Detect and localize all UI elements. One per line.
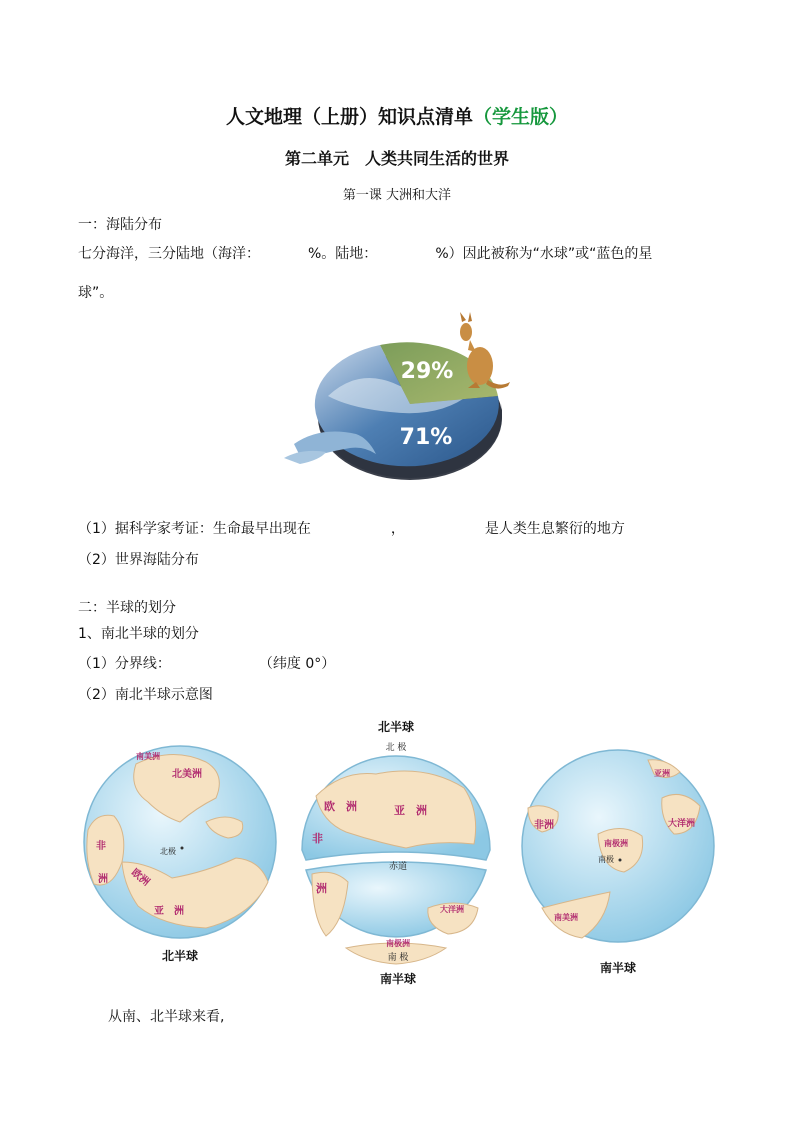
right-asia-label: 亚洲 (654, 769, 670, 778)
section2-sub1: 1、南北半球的划分 (78, 626, 199, 642)
right-south-america-label: 南美洲 (554, 913, 578, 922)
mid-north-pole-label: 北 极 (385, 743, 407, 753)
northern-hemisphere-globe (84, 746, 276, 963)
mid-top-caption: 北半球 (377, 720, 415, 734)
ocean-percent-label: 71% (399, 425, 453, 450)
section1-item2: （2）世界海陆分布 (78, 552, 199, 568)
left-africa-label-2: 洲 (98, 874, 108, 885)
section1-paragraph-end: 球”。 (78, 285, 114, 301)
left-south-america-label: 南美洲 (136, 752, 160, 761)
hemisphere-diagram (76, 712, 726, 997)
section1-heading: 一：海陆分布 (78, 217, 162, 233)
mid-equator-label: 赤道 (388, 862, 408, 872)
lesson-heading: 第一课 大洲和大洋 (342, 188, 452, 203)
section2-item2: （2）南北半球示意图 (78, 687, 213, 703)
mid-europe-label: 欧 洲 (324, 800, 357, 813)
page-title (0, 102, 794, 129)
right-globe-caption: 南半球 (599, 961, 637, 975)
left-africa-label-1: 非 (96, 841, 106, 852)
section1-paragraph: 七分海洋，三分陆地（海洋： %。陆地： %）因此被称为“水球”或“蓝色的星 (78, 246, 653, 262)
left-north-america-label: 北美洲 (172, 769, 202, 780)
left-europe-label: 欧洲 (128, 867, 152, 889)
closing-paragraph: 从南、北半球来看, (108, 1009, 225, 1025)
land-percent-label: 29% (400, 359, 454, 384)
mid-africa-label-1: 非 (312, 832, 323, 845)
equator-split-globe (302, 719, 490, 986)
mid-asia-label: 亚 洲 (394, 804, 427, 817)
right-pole-label: 南极 (598, 855, 614, 864)
unit-heading: 第二单元 人类共同生活的世界 (284, 149, 509, 168)
section2-item1: （1）分界线： （纬度 0°） (78, 656, 336, 672)
mid-antarctica-label: 南极洲 (386, 939, 410, 948)
right-antarctica-label: 南极洲 (604, 839, 628, 848)
southern-hemisphere-globe (522, 750, 714, 975)
section1-item1: （1）据科学家考证：生命最早出现在 ， 是人类生息繁衍的地方 (78, 521, 625, 537)
left-asia-label: 亚 洲 (154, 906, 184, 917)
mid-bottom-caption: 南半球 (379, 972, 417, 986)
title-main: 人文地理（上册）知识点清单 (225, 106, 473, 128)
right-africa-label: 非洲 (534, 820, 554, 831)
left-globe-caption: 北半球 (161, 949, 199, 963)
title-edition: （学生版） (473, 106, 569, 128)
mid-africa-label-2: 洲 (316, 882, 327, 895)
land-ocean-pie-chart (280, 308, 520, 504)
right-oceania-label: 大洋洲 (668, 819, 696, 829)
left-pole-label: 北极 (160, 847, 176, 856)
mid-oceania-label: 大洋洲 (440, 905, 464, 914)
mid-south-pole-label: 南 极 (387, 953, 409, 963)
section2-heading: 二：半球的划分 (78, 600, 176, 616)
